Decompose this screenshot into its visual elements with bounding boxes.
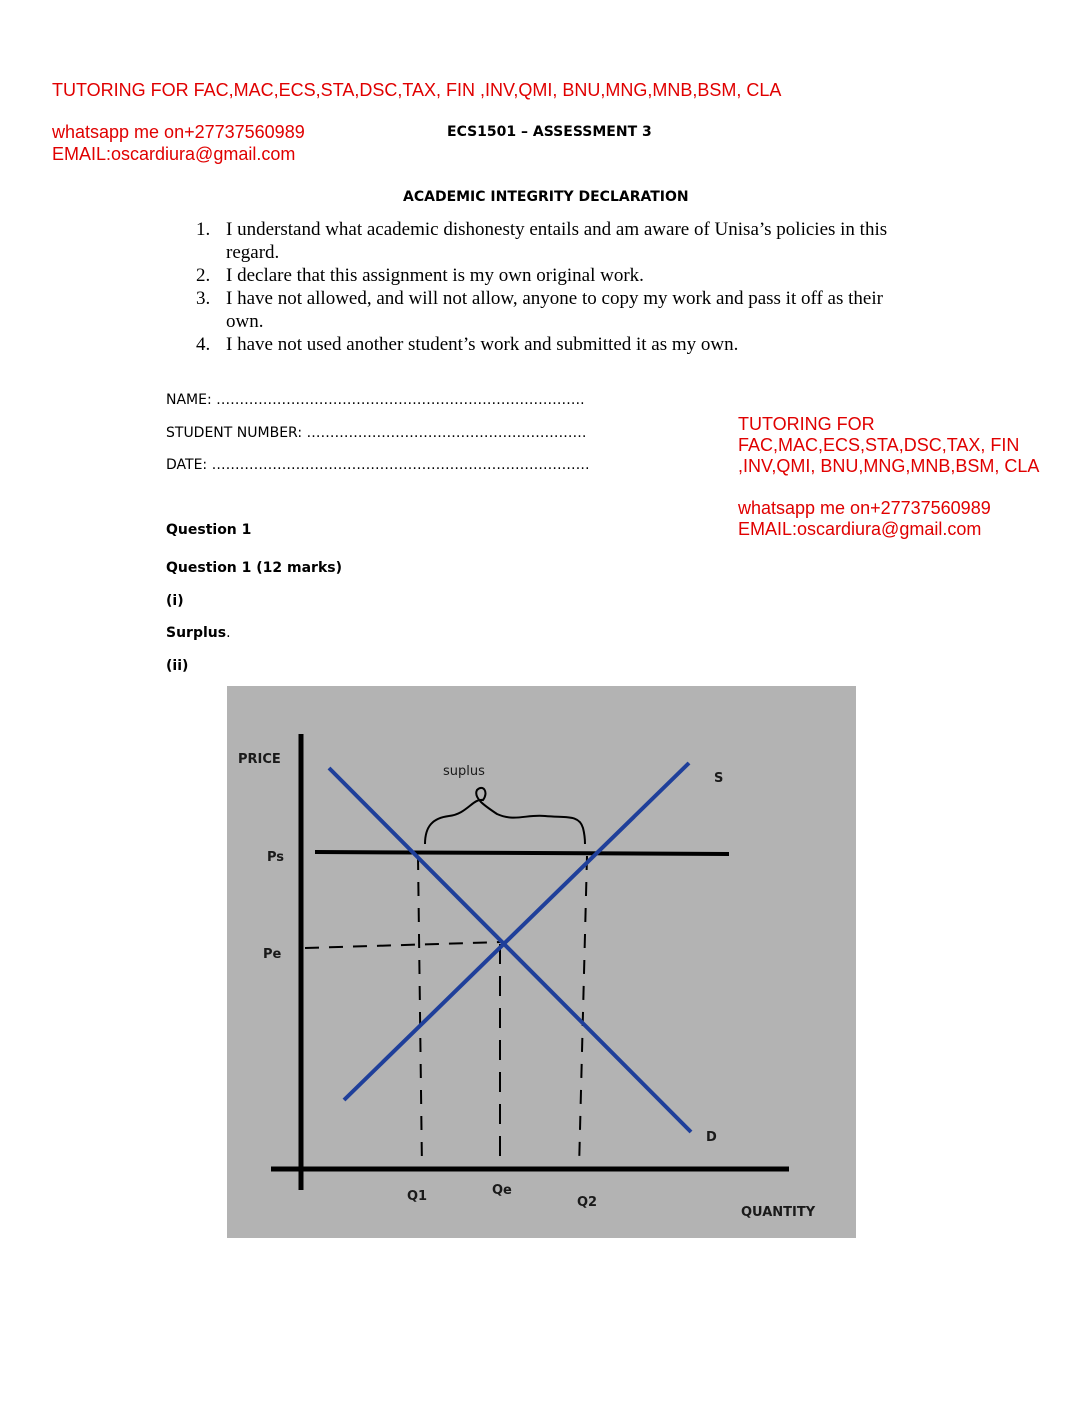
student-number-field: STUDENT NUMBER: …………………………………………………… xyxy=(166,425,587,441)
supply-demand-diagram xyxy=(227,686,856,1238)
part-ii-label: (ii) xyxy=(166,658,189,674)
declaration-title: ACADEMIC INTEGRITY DECLARATION xyxy=(403,189,689,205)
y-axis-label: PRICE xyxy=(238,752,281,767)
supply-label: S xyxy=(714,771,724,786)
declaration-list xyxy=(192,218,912,356)
side-ad-whatsapp: whatsapp me on+27737560989 xyxy=(738,498,991,518)
declaration-item: 3. I have not allowed, and will not allow, anyone to copy my work and pass it off as their own. xyxy=(196,288,883,332)
demand-label: D xyxy=(706,1130,717,1145)
declaration-item: 1. I understand what academic dishonesty entails and am aware of Unisa’s policies in this regard. xyxy=(196,219,888,263)
surplus-annotation: suplus xyxy=(443,764,485,779)
supply-curve xyxy=(344,763,689,1100)
q1-dashed-line xyxy=(418,856,422,1169)
side-ad-line2: FAC,MAC,ECS,STA,DSC,TAX, FIN xyxy=(738,435,1020,455)
declaration-item: 4. I have not used another student’s work and submitted it as my own. xyxy=(196,334,739,355)
qe-label: Qe xyxy=(492,1183,512,1198)
surplus-bracket xyxy=(425,788,585,844)
side-ad-line1: TUTORING FOR xyxy=(738,414,875,434)
demand-curve xyxy=(329,768,691,1132)
ps-label: Ps xyxy=(267,850,285,865)
q1-label: Q1 xyxy=(407,1189,428,1204)
tutoring-banner: TUTORING FOR FAC,MAC,ECS,STA,DSC,TAX, FIN ,INV,QMI, BNU,MNG,MNB,BSM, CLA xyxy=(52,80,782,100)
part-i-label: (i) xyxy=(166,593,184,609)
declaration-item: 2. I declare that this assignment is my own original work. xyxy=(196,265,644,286)
side-ad-line3: ,INV,QMI, BNU,MNG,MNB,BSM, CLA xyxy=(738,456,1040,476)
side-ad-email: EMAIL:oscardiura@gmail.com xyxy=(738,519,982,539)
name-field: NAME: ……………………………………………………………………. xyxy=(166,392,585,408)
price-floor-line xyxy=(315,852,729,854)
email-contact: EMAIL:oscardiura@gmail.com xyxy=(52,144,296,164)
q2-label: Q2 xyxy=(577,1195,598,1210)
assessment-title: ECS1501 – ASSESSMENT 3 xyxy=(447,124,652,140)
x-axis-label: QUANTITY xyxy=(741,1205,816,1220)
whatsapp-contact: whatsapp me on+27737560989 xyxy=(52,122,305,142)
pe-dashed-line xyxy=(305,942,503,948)
diagram-canvas xyxy=(227,686,856,1238)
pe-label: Pe xyxy=(263,947,282,962)
answer-i: Surplus. xyxy=(166,625,231,641)
answer-i-bold: Surplus xyxy=(166,625,227,641)
question-subheading: Question 1 (12 marks) xyxy=(166,560,342,576)
date-field: DATE: ……………………………………………………………………… xyxy=(166,457,590,473)
q2-dashed-line xyxy=(579,856,587,1169)
question-heading: Question 1 xyxy=(166,522,252,538)
